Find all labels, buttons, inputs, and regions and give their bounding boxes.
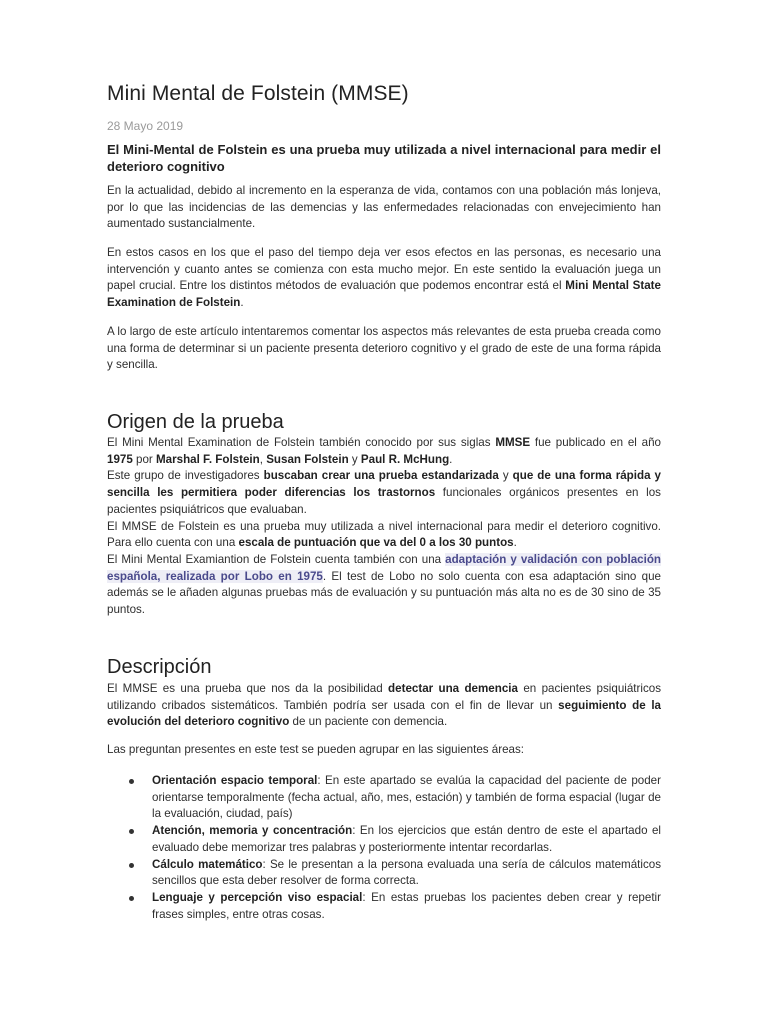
- bold-term: Cálculo matemático: [152, 857, 263, 871]
- section-heading-descripcion: Descripción: [107, 656, 212, 678]
- bold-term: escala de puntuación que va del 0 a los 30 puntos: [238, 536, 514, 550]
- text-segment: : En los ejercicios que están dentro de este el apartado el evaluado debe memorizar tres palabras y posteriormente intentar recordarlas.: [152, 824, 662, 854]
- origen-sentence-1: [107, 435, 661, 468]
- text-segment: El MMSE es una prueba que nos da la posibilidad: [107, 682, 389, 695]
- article-date: 28 Mayo 2019: [107, 119, 184, 133]
- bold-term: detectar una demencia: [388, 682, 518, 695]
- text-segment: En estos casos en los que el paso del tiempo deja ver esos efectos en las personas, es necesario una intervención y cuanto antes se comienza con esta mucho mejor. En este sentido la evaluación juega un papel crucial. Entre los distintos métodos de evaluación que podemos encontrar está el: [107, 246, 661, 293]
- text-segment: funcionales orgánicos presentes en los pacientes psiquiátricos que evaluaban.: [107, 486, 661, 516]
- text-segment: Este grupo de investigadores: [107, 469, 264, 483]
- text-segment: por: [132, 452, 156, 466]
- text-segment: : Se le presentan a la persona evaluada una sería de cálculos matemáticos sencillos que esta deber resolver de forma correcta.: [152, 857, 661, 888]
- text-segment: .: [240, 296, 244, 310]
- text-segment: . El test de Lobo no solo cuenta con esa adaptación sino que además se le añaden algunas pruebas más de evaluación y su puntuación más alta no es de 30 sino de 35 puntos.: [107, 569, 661, 617]
- bold-term: seguimiento de la evolución del deterioro cognitivo: [107, 698, 661, 729]
- intro-paragraph-2: [107, 245, 661, 312]
- list-item: [107, 857, 661, 890]
- text-segment: y: [348, 452, 361, 466]
- text-segment: ,: [259, 452, 267, 466]
- text-segment: .: [513, 536, 517, 550]
- bold-term: que de una forma rápida y sencilla les permitiera poder diferencias los trastornos: [107, 469, 661, 500]
- text-segment: : En este apartado se evalúa la capacidad del paciente de poder orientarse temporalmente (fecha actual, año, mes, estación) y también de forma espacial (lugar de la evaluación, ciudad, país): [152, 774, 661, 821]
- text-segment: fue publicado en el año: [530, 436, 661, 449]
- bold-term: Marshal F. Folstein: [156, 452, 260, 466]
- text-segment: : En estas pruebas los pacientes deben crear y repetir frases simples, entre otras cosas.: [152, 890, 661, 921]
- bold-term: Orientación espacio temporal: [152, 774, 318, 787]
- bold-term: Lenguaje y percepción viso espacial: [152, 890, 363, 904]
- origen-sentence-2: [107, 468, 661, 518]
- bold-term: Susan Folstein: [266, 452, 349, 466]
- descripcion-paragraph-1: [107, 681, 661, 731]
- bold-term: Atención, memoria y concentración: [152, 824, 353, 838]
- text-segment: El Mini Mental Examination de Folstein también conocido por sus siglas: [107, 436, 496, 449]
- text-segment: El Mini Mental Examiantion de Folstein cuenta también con una: [107, 552, 446, 566]
- bold-term: Paul R. McHung: [360, 452, 450, 466]
- text-segment: .: [449, 452, 453, 466]
- bold-term: MMSE: [495, 436, 531, 449]
- bold-term: 1975: [107, 452, 133, 466]
- origen-sentence-4: [107, 552, 661, 619]
- text-segment: y: [498, 469, 513, 483]
- origen-body: [107, 435, 661, 619]
- intro-paragraph-1: En la actualidad, debido al incremento en la esperanza de vida, contamos con una población más lonjeva, por lo que las incidencias de las demencias y las enfermedades relacionadas con envejecimiento han aumentado sustancialmente.: [107, 184, 661, 231]
- highlighted-link[interactable]: adaptación y validación con población española, realizada por Lobo en 1975: [107, 552, 662, 583]
- origen-sentence-3: [107, 519, 661, 552]
- text-segment: en pacientes psiquiátricos utilizando cribados sistemáticos. También podría ser usada con el fin de llevar un: [107, 682, 661, 712]
- bold-term: Mini Mental State Examination de Folstein: [107, 279, 661, 310]
- text-segment: de un paciente con demencia.: [289, 715, 448, 729]
- text-segment: El MMSE de Folstein es una prueba muy utilizada a nivel internacional para medir el deterioro cognitivo. Para ello cuenta con una: [107, 519, 661, 550]
- areas-list: [107, 773, 661, 923]
- intro-paragraph-3: A lo largo de este artículo intentaremos comentar los aspectos más relevantes de esta prueba creada como una forma de determinar si un paciente presenta deterioro cognitivo y el grado de este de una forma rápida y sencilla.: [107, 325, 661, 372]
- list-item: [107, 773, 661, 823]
- list-item: [107, 823, 661, 856]
- article-lead: El Mini-Mental de Folstein es una prueba muy utilizada a nivel internacional para medir el deterioro cognitivo: [107, 142, 661, 174]
- bold-term: buscaban crear una prueba estandarizada: [263, 469, 499, 483]
- article-title: Mini Mental de Folstein (MMSE): [107, 82, 409, 105]
- descripcion-paragraph-2: Las preguntan presentes en este test se pueden agrupar en las siguientes áreas:: [107, 743, 525, 756]
- list-item: [107, 890, 661, 923]
- section-heading-origen: Origen de la prueba: [107, 411, 284, 433]
